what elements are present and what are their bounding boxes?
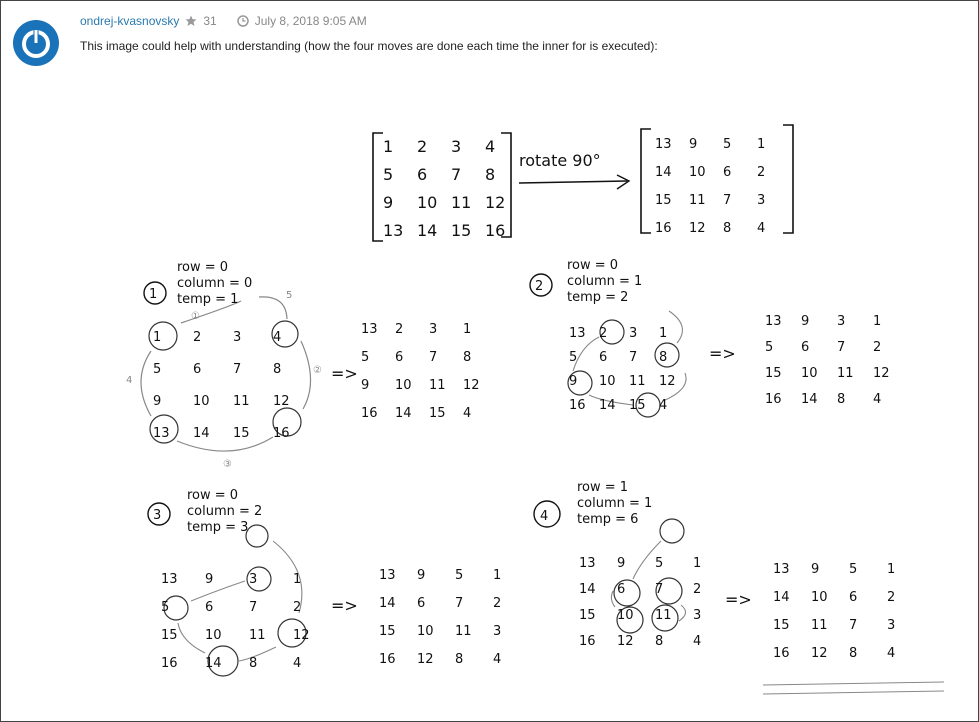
step-result-cell: 4 bbox=[873, 392, 882, 407]
step-grid-cell: 8 bbox=[249, 656, 258, 671]
svg-text:5: 5 bbox=[286, 290, 293, 301]
step-result-cell: 1 bbox=[463, 322, 472, 337]
step-result-cell: 14 bbox=[395, 406, 412, 421]
step-result-cell: 9 bbox=[361, 378, 370, 393]
matrix-cell: 3 bbox=[757, 193, 766, 208]
step-grid-cell: 10 bbox=[205, 628, 222, 643]
step-grid-cell: 2 bbox=[599, 326, 608, 341]
step-arrow: => bbox=[709, 344, 736, 363]
step-result-cell: 4 bbox=[493, 652, 502, 667]
step-grid-cell: 8 bbox=[659, 350, 668, 365]
step-result-cell: 7 bbox=[429, 350, 438, 365]
step-result-cell: 3 bbox=[493, 624, 502, 639]
step-row-label: row = 1 bbox=[577, 480, 629, 495]
rotate-label: rotate 90° bbox=[519, 151, 601, 170]
step-result-cell: 3 bbox=[837, 314, 846, 329]
svg-text:①: ① bbox=[191, 311, 200, 322]
step-result-cell: 13 bbox=[361, 322, 378, 337]
matrix-cell: 2 bbox=[757, 165, 766, 180]
step-result-cell: 9 bbox=[801, 314, 810, 329]
step-result-cell: 1 bbox=[887, 562, 896, 577]
step-result-cell: 13 bbox=[765, 314, 782, 329]
step-temp-label: temp = 6 bbox=[577, 512, 639, 527]
matrix-cell: 15 bbox=[451, 221, 472, 240]
step-grid-cell: 15 bbox=[579, 608, 596, 623]
step-grid-cell: 11 bbox=[233, 394, 250, 409]
matrix-cell: 9 bbox=[689, 137, 698, 152]
step-result-cell: 15 bbox=[765, 366, 782, 381]
step-result-cell: 6 bbox=[395, 350, 404, 365]
step-result-cell: 8 bbox=[455, 652, 464, 667]
step-grid-cell: 16 bbox=[161, 656, 178, 671]
step-grid-cell: 3 bbox=[233, 330, 242, 345]
author-link[interactable]: ondrej-kvasnovsky bbox=[80, 14, 180, 28]
step-result-cell: 12 bbox=[463, 378, 480, 393]
step-grid-cell: 1 bbox=[293, 572, 302, 587]
matrix-cell: 10 bbox=[689, 165, 706, 180]
step-grid-cell: 8 bbox=[655, 634, 664, 649]
step-grid-cell: 4 bbox=[659, 398, 668, 413]
step-result-cell: 15 bbox=[429, 406, 446, 421]
step-grid-cell: 15 bbox=[161, 628, 178, 643]
step-result-cell: 2 bbox=[873, 340, 882, 355]
matrix-cell: 2 bbox=[417, 137, 428, 156]
matrix-cell: 16 bbox=[655, 221, 672, 236]
step-grid-cell: 9 bbox=[617, 556, 626, 571]
step-grid-cell: 6 bbox=[193, 362, 202, 377]
step-number: 2 bbox=[535, 279, 544, 294]
step-grid-cell: 15 bbox=[233, 426, 250, 441]
step-result-cell: 9 bbox=[811, 562, 820, 577]
step-grid-cell: 12 bbox=[617, 634, 634, 649]
step-result-cell: 11 bbox=[455, 624, 472, 639]
step-grid-cell: 16 bbox=[273, 426, 290, 441]
step-result-cell: 12 bbox=[417, 652, 434, 667]
step-grid-cell: 4 bbox=[693, 634, 702, 649]
matrix-cell: 13 bbox=[383, 221, 404, 240]
matrix-cell: 4 bbox=[485, 137, 496, 156]
rotation-sketch-image bbox=[1, 1, 978, 721]
step-result-cell: 6 bbox=[417, 596, 426, 611]
matrix-cell: 12 bbox=[689, 221, 706, 236]
step-grid-cell: 1 bbox=[153, 330, 162, 345]
matrix-cell: 3 bbox=[451, 137, 462, 156]
step-arrow: => bbox=[331, 364, 358, 383]
step-grid-cell: 12 bbox=[293, 628, 310, 643]
step-temp-label: temp = 1 bbox=[177, 292, 239, 307]
step-grid-cell: 14 bbox=[193, 426, 210, 441]
matrix-cell: 15 bbox=[655, 193, 672, 208]
step-grid-cell: 4 bbox=[293, 656, 302, 671]
matrix-cell: 5 bbox=[723, 137, 732, 152]
step-grid-cell: 9 bbox=[205, 572, 214, 587]
matrix-cell: 16 bbox=[485, 221, 506, 240]
step-grid-cell: 14 bbox=[205, 656, 222, 671]
step-result-cell: 10 bbox=[395, 378, 412, 393]
step-result-cell: 12 bbox=[811, 646, 828, 661]
step-result-cell: 10 bbox=[811, 590, 828, 605]
step-result-cell: 15 bbox=[773, 618, 790, 633]
step-result-cell: 8 bbox=[463, 350, 472, 365]
step-column-label: column = 1 bbox=[567, 274, 643, 289]
step-grid-cell: 12 bbox=[659, 374, 676, 389]
step-grid-cell: 14 bbox=[599, 398, 616, 413]
step-grid-cell: 1 bbox=[659, 326, 668, 341]
step-result-cell: 7 bbox=[849, 618, 858, 633]
step-grid-cell: 9 bbox=[153, 394, 162, 409]
step-grid-cell: 11 bbox=[655, 608, 672, 623]
matrix-cell: 11 bbox=[451, 193, 472, 212]
step-number: 3 bbox=[153, 508, 162, 523]
step-result-cell: 13 bbox=[773, 562, 790, 577]
step-result-cell: 4 bbox=[887, 646, 896, 661]
step-result-cell: 5 bbox=[765, 340, 774, 355]
step-result-cell: 3 bbox=[429, 322, 438, 337]
step-grid-cell: 2 bbox=[193, 330, 202, 345]
step-grid-cell: 12 bbox=[273, 394, 290, 409]
step-column-label: column = 1 bbox=[577, 496, 653, 511]
score-count: 31 bbox=[203, 14, 217, 28]
step-grid-cell: 6 bbox=[617, 582, 626, 597]
step-arrow: => bbox=[331, 596, 358, 615]
step-grid-cell: 7 bbox=[629, 350, 638, 365]
step-grid-cell: 5 bbox=[161, 600, 170, 615]
step-result-cell: 12 bbox=[873, 366, 890, 381]
step-grid-cell: 7 bbox=[249, 600, 258, 615]
step-result-cell: 16 bbox=[379, 652, 396, 667]
step-result-cell: 1 bbox=[493, 568, 502, 583]
post-timestamp: July 8, 2018 9:05 AM bbox=[254, 14, 367, 28]
step-result-cell: 15 bbox=[379, 624, 396, 639]
step-grid-cell: 2 bbox=[693, 582, 702, 597]
step-grid-cell: 2 bbox=[293, 600, 302, 615]
step-temp-label: temp = 3 bbox=[187, 520, 249, 535]
step-result-cell: 10 bbox=[801, 366, 818, 381]
matrix-cell: 12 bbox=[485, 193, 506, 212]
step-result-cell: 1 bbox=[873, 314, 882, 329]
step-result-cell: 14 bbox=[379, 596, 396, 611]
step-grid-cell: 13 bbox=[569, 326, 586, 341]
matrix-cell: 6 bbox=[723, 165, 732, 180]
step-result-cell: 7 bbox=[837, 340, 846, 355]
step-grid-cell: 4 bbox=[273, 330, 282, 345]
svg-text:4: 4 bbox=[126, 375, 133, 386]
step-grid-cell: 11 bbox=[629, 374, 646, 389]
step-grid-cell: 10 bbox=[193, 394, 210, 409]
step-result-cell: 6 bbox=[849, 590, 858, 605]
step-result-cell: 5 bbox=[849, 562, 858, 577]
step-result-cell: 5 bbox=[455, 568, 464, 583]
step-result-cell: 9 bbox=[417, 568, 426, 583]
step-arrow: => bbox=[725, 590, 752, 609]
step-column-label: column = 0 bbox=[177, 276, 253, 291]
step-result-cell: 3 bbox=[887, 618, 896, 633]
step-grid-cell: 3 bbox=[693, 608, 702, 623]
step-result-cell: 6 bbox=[801, 340, 810, 355]
step-grid-cell: 9 bbox=[569, 374, 578, 389]
step-result-cell: 10 bbox=[417, 624, 434, 639]
step-result-cell: 11 bbox=[811, 618, 828, 633]
matrix-cell: 14 bbox=[655, 165, 672, 180]
step-grid-cell: 7 bbox=[233, 362, 242, 377]
step-grid-cell: 7 bbox=[655, 582, 664, 597]
step-grid-cell: 8 bbox=[273, 362, 282, 377]
step-result-cell: 11 bbox=[429, 378, 446, 393]
comment-text: This image could help with understanding (how the four moves are done each time the inner for is executed): bbox=[80, 39, 658, 53]
step-grid-cell: 16 bbox=[579, 634, 596, 649]
matrix-cell: 10 bbox=[417, 193, 438, 212]
step-grid-cell: 1 bbox=[693, 556, 702, 571]
step-result-cell: 2 bbox=[395, 322, 404, 337]
svg-text:②: ② bbox=[313, 365, 322, 376]
step-result-cell: 14 bbox=[801, 392, 818, 407]
matrix-cell: 7 bbox=[451, 165, 462, 184]
matrix-cell: 5 bbox=[383, 165, 394, 184]
step-result-cell: 2 bbox=[887, 590, 896, 605]
step-result-cell: 2 bbox=[493, 596, 502, 611]
matrix-cell: 13 bbox=[655, 137, 672, 152]
step-result-cell: 11 bbox=[837, 366, 854, 381]
step-result-cell: 4 bbox=[463, 406, 472, 421]
step-grid-cell: 5 bbox=[153, 362, 162, 377]
step-row-label: row = 0 bbox=[187, 488, 239, 503]
matrix-cell: 7 bbox=[723, 193, 732, 208]
step-row-label: row = 0 bbox=[177, 260, 229, 275]
step-temp-label: temp = 2 bbox=[567, 290, 629, 305]
step-result-cell: 8 bbox=[849, 646, 858, 661]
step-result-cell: 7 bbox=[455, 596, 464, 611]
matrix-cell: 1 bbox=[757, 137, 766, 152]
step-grid-cell: 14 bbox=[579, 582, 596, 597]
matrix-cell: 6 bbox=[417, 165, 428, 184]
matrix-cell: 14 bbox=[417, 221, 438, 240]
step-result-cell: 5 bbox=[361, 350, 370, 365]
step-number: 4 bbox=[540, 509, 549, 524]
matrix-cell: 1 bbox=[383, 137, 394, 156]
step-grid-cell: 13 bbox=[579, 556, 596, 571]
step-result-cell: 13 bbox=[379, 568, 396, 583]
step-grid-cell: 3 bbox=[629, 326, 638, 341]
step-result-cell: 16 bbox=[361, 406, 378, 421]
step-grid-cell: 5 bbox=[655, 556, 664, 571]
svg-text:③: ③ bbox=[223, 459, 232, 470]
step-grid-cell: 16 bbox=[569, 398, 586, 413]
step-grid-cell: 6 bbox=[205, 600, 214, 615]
step-grid-cell: 3 bbox=[249, 572, 258, 587]
step-column-label: column = 2 bbox=[187, 504, 263, 519]
step-result-cell: 8 bbox=[837, 392, 846, 407]
step-result-cell: 16 bbox=[765, 392, 782, 407]
step-number: 1 bbox=[149, 287, 158, 302]
step-grid-cell: 10 bbox=[617, 608, 634, 623]
step-grid-cell: 6 bbox=[599, 350, 608, 365]
matrix-cell: 9 bbox=[383, 193, 394, 212]
matrix-cell: 8 bbox=[485, 165, 496, 184]
step-grid-cell: 13 bbox=[153, 426, 170, 441]
step-grid-cell: 13 bbox=[161, 572, 178, 587]
step-grid-cell: 15 bbox=[629, 398, 646, 413]
step-grid-cell: 10 bbox=[599, 374, 616, 389]
matrix-cell: 4 bbox=[757, 221, 766, 236]
matrix-cell: 8 bbox=[723, 221, 732, 236]
matrix-cell: 11 bbox=[689, 193, 706, 208]
step-result-cell: 16 bbox=[773, 646, 790, 661]
step-row-label: row = 0 bbox=[567, 258, 619, 273]
step-grid-cell: 5 bbox=[569, 350, 578, 365]
step-result-cell: 14 bbox=[773, 590, 790, 605]
step-grid-cell: 11 bbox=[249, 628, 266, 643]
